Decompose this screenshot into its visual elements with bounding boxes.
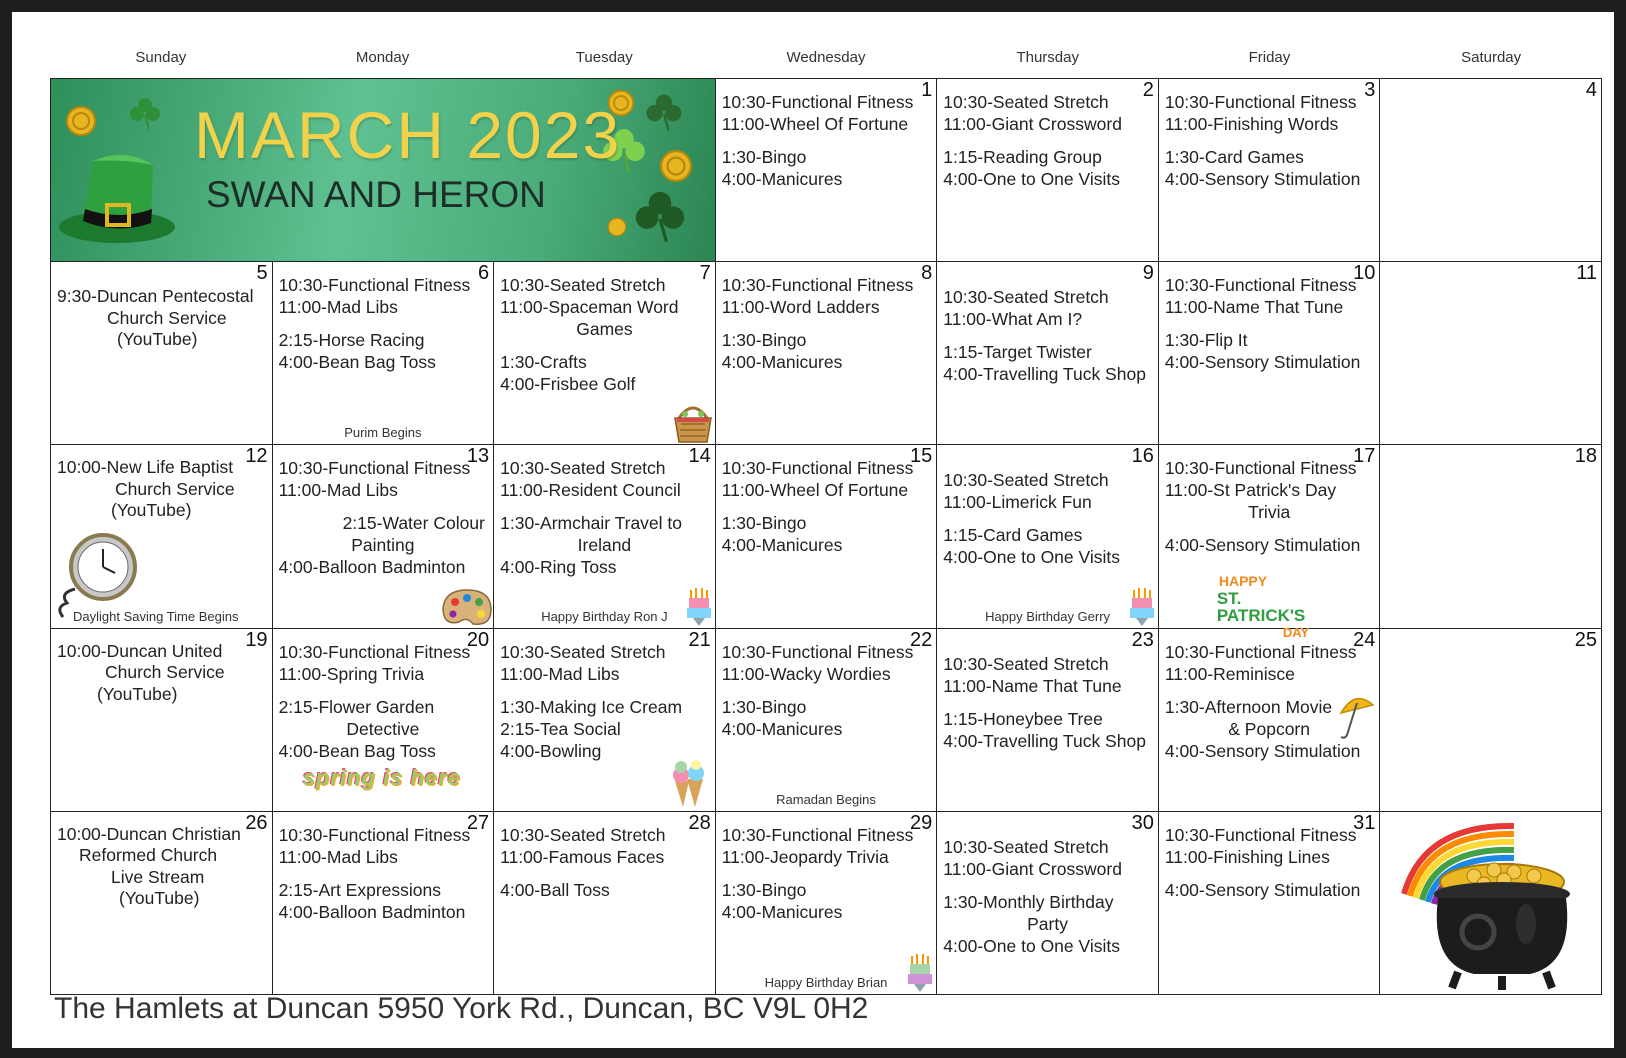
activity: 4:00-Balloon Badminton <box>278 557 466 578</box>
church-service-line: Church Service <box>115 478 235 499</box>
activity: 11:00-Mad Libs <box>278 846 398 867</box>
activity: 11:00-Mad Libs <box>278 480 398 501</box>
day-cell-19 <box>51 629 273 812</box>
shamrock-icon <box>631 187 689 245</box>
activity: 10:30-Functional Fitness <box>278 641 471 662</box>
church-service-line: 9:30-Duncan Pentecostal <box>57 286 254 307</box>
activity: 11:00-Jeopardy Trivia <box>721 846 889 867</box>
paint-palette-icon <box>441 586 493 628</box>
day-number: 29 <box>910 811 933 834</box>
day-cell-22 <box>716 629 938 812</box>
calendar-page <box>12 12 1614 1048</box>
activity: 1:30-Bingo <box>721 513 807 534</box>
month-title: MARCH 2023 <box>194 98 622 172</box>
day-number: 1 <box>921 79 933 101</box>
day-cell-2 <box>937 79 1159 262</box>
day-cell-1 <box>716 79 938 262</box>
pot-of-gold-icon <box>1394 814 1584 992</box>
day-number: 18 <box>1574 445 1597 468</box>
activity: 4:00-Ring Toss <box>500 557 617 578</box>
activity: 10:30-Functional Fitness <box>1164 275 1357 296</box>
day-number: 7 <box>699 262 711 285</box>
day-cell-11 <box>1380 262 1602 445</box>
activity: 11:00-Finishing Lines <box>1164 846 1330 867</box>
day-cell-3 <box>1159 79 1381 262</box>
holiday-note: Daylight Saving Time Begins <box>73 608 239 624</box>
month-banner <box>51 79 716 262</box>
activity: 11:00-Wheel Of Fortune <box>721 114 909 134</box>
day-number: 20 <box>466 628 490 651</box>
day-cell-7 <box>494 262 716 445</box>
activity: 10:30-Seated Stretch <box>943 92 1109 112</box>
activity: 1:30-Bingo <box>721 147 807 167</box>
activity: 11:00-Name That Tune <box>943 675 1122 696</box>
day-number: 15 <box>910 445 933 468</box>
weekday-wednesday: Wednesday <box>786 49 866 66</box>
activity: 4:00-Travelling Tuck Shop <box>943 364 1146 385</box>
activity: 10:30-Functional Fitness <box>721 824 914 845</box>
day-cell-18 <box>1380 445 1602 628</box>
activity: 4:00-Manicures <box>721 718 843 739</box>
day-number: 2 <box>1142 79 1154 101</box>
day-cell-13 <box>273 445 495 628</box>
facility-address: The Hamlets at Duncan 5950 York Rd., Duncan, BC V9L 0H2 <box>54 992 869 1025</box>
activity: 1:15-Target Twister <box>943 342 1092 363</box>
activity: 2:15-Flower Garden <box>278 696 435 717</box>
day-number: 17 <box>1353 445 1376 468</box>
activity: 2:15-Water Colour <box>342 513 485 534</box>
activity: 10:30-Functional Fitness <box>1164 641 1357 662</box>
pot-of-gold-cell <box>1380 812 1602 995</box>
day-cell-24 <box>1159 629 1381 812</box>
activity: Ireland <box>577 535 632 556</box>
activity: Painting <box>351 535 415 556</box>
activity: 11:00-Name That Tune <box>1164 297 1344 318</box>
activity: 11:00-Wheel Of Fortune <box>721 480 909 501</box>
activity: 4:00-Manicures <box>721 535 843 556</box>
activity: 10:30-Seated Stretch <box>943 653 1109 674</box>
activity: 10:30-Seated Stretch <box>943 470 1109 491</box>
holiday-note: Purim Begins <box>344 425 422 441</box>
weekday-sunday: Sunday <box>135 49 187 66</box>
activity: 4:00-Manicures <box>721 169 843 189</box>
weekday-header-row <box>50 48 1602 78</box>
church-service-line: (YouTube) <box>111 500 192 521</box>
church-service-line: (YouTube) <box>119 888 200 909</box>
calendar-grid <box>50 78 1602 995</box>
church-service-line: Church Service <box>105 662 225 683</box>
activity: 4:00-Manicures <box>721 352 843 373</box>
day-cell-31 <box>1159 812 1381 995</box>
activity: 4:00-One to One Visits <box>943 169 1120 189</box>
picnic-basket-icon <box>671 398 715 444</box>
day-cell-5 <box>51 262 273 445</box>
day-cell-15 <box>716 445 938 628</box>
activity: 1:30-Flip It <box>1164 330 1248 351</box>
activity: 4:00-Sensory Stimulation <box>1164 740 1361 761</box>
logo-word: DAY <box>1282 625 1310 641</box>
activity: 11:00-St Patrick's Day <box>1164 480 1337 501</box>
day-number: 14 <box>688 445 711 468</box>
activity: 11:00-Word Ladders <box>721 297 880 318</box>
day-cell-12 <box>51 445 273 628</box>
day-number: 6 <box>478 262 490 285</box>
activity: 11:00-Resident Council <box>500 480 681 501</box>
activity: 1:30-Bingo <box>721 696 807 717</box>
activity: 2:15-Horse Racing <box>278 330 425 351</box>
activity: 11:00-Spaceman Word <box>500 297 679 318</box>
activity: 1:15-Reading Group <box>943 147 1102 167</box>
leprechaun-hat-icon <box>55 139 185 249</box>
weekday-tuesday: Tuesday <box>575 49 633 66</box>
activity: 1:30-Bingo <box>721 879 807 900</box>
activity: 10:30-Functional Fitness <box>278 824 471 845</box>
day-number: 21 <box>688 628 711 651</box>
day-cell-20 <box>273 629 495 812</box>
activity: 4:00-Ball Toss <box>500 879 610 900</box>
day-cell-10 <box>1159 262 1381 445</box>
day-number: 31 <box>1353 811 1376 834</box>
activity: 10:30-Functional Fitness <box>721 641 914 662</box>
activity: 10:30-Functional Fitness <box>721 458 914 479</box>
activity: 2:15-Art Expressions <box>278 879 441 900</box>
activity: 2:15-Tea Social <box>500 718 621 739</box>
day-cell-6 <box>273 262 495 445</box>
birthday-note: Happy Birthday Brian <box>764 974 888 990</box>
church-service-line: 10:00-Duncan Christian <box>57 823 241 844</box>
umbrella-icon <box>1337 691 1377 741</box>
activity: Party <box>1027 913 1068 934</box>
day-cell-23 <box>937 629 1159 812</box>
day-cell-30 <box>937 812 1159 995</box>
day-cell-25 <box>1380 629 1602 812</box>
activity: Detective <box>346 718 420 739</box>
activity: 1:15-Card Games <box>943 525 1083 546</box>
activity: 1:30-Afternoon Movie <box>1164 696 1333 717</box>
day-number: 24 <box>1353 628 1376 651</box>
activity: 1:30-Making Ice Cream <box>500 696 683 717</box>
activity: 11:00-Reminisce <box>1164 663 1295 684</box>
day-number: 13 <box>466 445 490 468</box>
activity: 4:00-Bowling <box>500 740 602 761</box>
activity: 4:00-Sensory Stimulation <box>1164 169 1361 189</box>
activity: 10:30-Seated Stretch <box>943 836 1109 857</box>
weekday-monday: Monday <box>355 49 410 66</box>
activity: 4:00-One to One Visits <box>943 547 1120 568</box>
church-service-line: 10:00-Duncan United <box>57 640 223 661</box>
activity: 10:30-Seated Stretch <box>500 275 666 296</box>
activity: 10:30-Functional Fitness <box>278 275 471 296</box>
activity: 1:30-Crafts <box>500 352 587 373</box>
activity: 10:30-Functional Fitness <box>721 275 914 296</box>
activity: 4:00-Bean Bag Toss <box>278 740 436 761</box>
spring-is-here-art: spring is here <box>302 764 461 790</box>
day-number: 25 <box>1574 628 1597 651</box>
birthday-note: Happy Birthday Ron J <box>541 608 668 624</box>
activity: 11:00-Giant Crossword <box>943 858 1122 879</box>
activity: 10:30-Functional Fitness <box>278 458 471 479</box>
unit-name: SWAN AND HERON <box>206 174 546 215</box>
day-cell-9 <box>937 262 1159 445</box>
day-cell-27 <box>273 812 495 995</box>
activity: 11:00-Finishing Words <box>1164 114 1339 134</box>
gold-coin-icon <box>607 217 627 237</box>
activity: 4:00-Sensory Stimulation <box>1164 879 1361 900</box>
activity: 10:30-Functional Fitness <box>1164 458 1357 479</box>
day-cell-8 <box>716 262 938 445</box>
church-service-line: 10:00-New Life Baptist <box>57 457 234 478</box>
activity: 4:00-Frisbee Golf <box>500 374 636 395</box>
activity: 10:30-Functional Fitness <box>721 92 914 112</box>
activity: & Popcorn <box>1228 718 1310 739</box>
day-cell-4 <box>1380 79 1602 262</box>
activity: 10:30-Seated Stretch <box>943 287 1109 308</box>
day-cell-26 <box>51 812 273 995</box>
activity: 10:30-Seated Stretch <box>500 458 666 479</box>
activity: Games <box>576 319 633 340</box>
activity: 10:30-Seated Stretch <box>500 641 666 662</box>
day-cell-14 <box>494 445 716 628</box>
shamrock-icon <box>127 95 163 131</box>
activity: 11:00-Wacky Wordies <box>721 663 891 684</box>
church-service-line: (YouTube) <box>117 329 198 350</box>
logo-word: ST. PATRICK'S <box>1216 589 1306 626</box>
activity: 1:15-Honeybee Tree <box>943 708 1103 729</box>
activity: 10:30-Seated Stretch <box>500 824 666 845</box>
day-number: 16 <box>1131 445 1154 468</box>
activity: 1:30-Armchair Travel to <box>500 513 683 534</box>
day-number: 9 <box>1142 262 1154 285</box>
church-service-line: Reformed Church <box>79 845 218 866</box>
day-number: 5 <box>256 262 268 285</box>
day-cell-16 <box>937 445 1159 628</box>
weekday-saturday: Saturday <box>1461 49 1522 66</box>
ice-cream-cone-icon <box>669 759 709 809</box>
activity: 4:00-Travelling Tuck Shop <box>943 730 1146 751</box>
weekday-thursday: Thursday <box>1016 49 1079 66</box>
activity: 1:30-Bingo <box>721 330 807 351</box>
gold-coin-icon <box>659 149 693 183</box>
activity: 4:00-One to One Visits <box>943 935 1120 956</box>
activity: 11:00-What Am I? <box>943 309 1083 330</box>
day-number: 12 <box>245 445 268 468</box>
activity: Trivia <box>1248 502 1291 523</box>
activity: 11:00-Famous Faces <box>500 846 665 867</box>
activity: 4:00-Sensory Stimulation <box>1164 352 1361 373</box>
birthday-note: Happy Birthday Gerry <box>985 608 1111 624</box>
day-cell-29 <box>716 812 938 995</box>
church-service-line: Live Stream <box>111 866 205 887</box>
day-cell-28 <box>494 812 716 995</box>
holiday-note: Ramadan Begins <box>776 791 876 807</box>
day-number: 3 <box>1364 79 1376 101</box>
activity: 4:00-Balloon Badminton <box>278 901 466 922</box>
day-number: 19 <box>245 628 268 651</box>
shamrock-icon <box>643 91 685 133</box>
day-number: 10 <box>1353 262 1376 285</box>
activity: 1:30-Card Games <box>1164 147 1304 167</box>
activity: 11:00-Spring Trivia <box>278 663 425 684</box>
gold-coin-icon <box>65 105 97 137</box>
day-number: 27 <box>466 811 490 834</box>
weekday-friday: Friday <box>1248 49 1291 66</box>
church-service-line: Church Service <box>107 307 227 328</box>
day-number: 4 <box>1585 79 1597 101</box>
day-number: 28 <box>688 811 711 834</box>
activity: 11:00-Giant Crossword <box>943 114 1122 134</box>
activity: 10:30-Functional Fitness <box>1164 92 1357 112</box>
day-number: 8 <box>921 262 933 285</box>
day-number: 30 <box>1131 811 1154 834</box>
activity: 11:00-Limerick Fun <box>943 492 1092 513</box>
activity: 10:30-Functional Fitness <box>1164 824 1357 845</box>
activity: 4:00-Sensory Stimulation <box>1164 535 1361 556</box>
activity: 4:00-Manicures <box>721 901 843 922</box>
day-number: 11 <box>1576 262 1597 285</box>
activity: 1:30-Monthly Birthday <box>943 891 1114 912</box>
activity: 11:00-Mad Libs <box>500 663 620 684</box>
day-cell-21 <box>494 629 716 812</box>
church-service-line: (YouTube) <box>97 683 178 704</box>
activity: 11:00-Mad Libs <box>278 297 398 318</box>
day-number: 23 <box>1131 628 1154 651</box>
day-number: 22 <box>910 628 933 651</box>
day-number: 26 <box>245 811 268 834</box>
logo-word: HAPPY <box>1218 573 1268 590</box>
activity: 4:00-Bean Bag Toss <box>278 352 436 373</box>
